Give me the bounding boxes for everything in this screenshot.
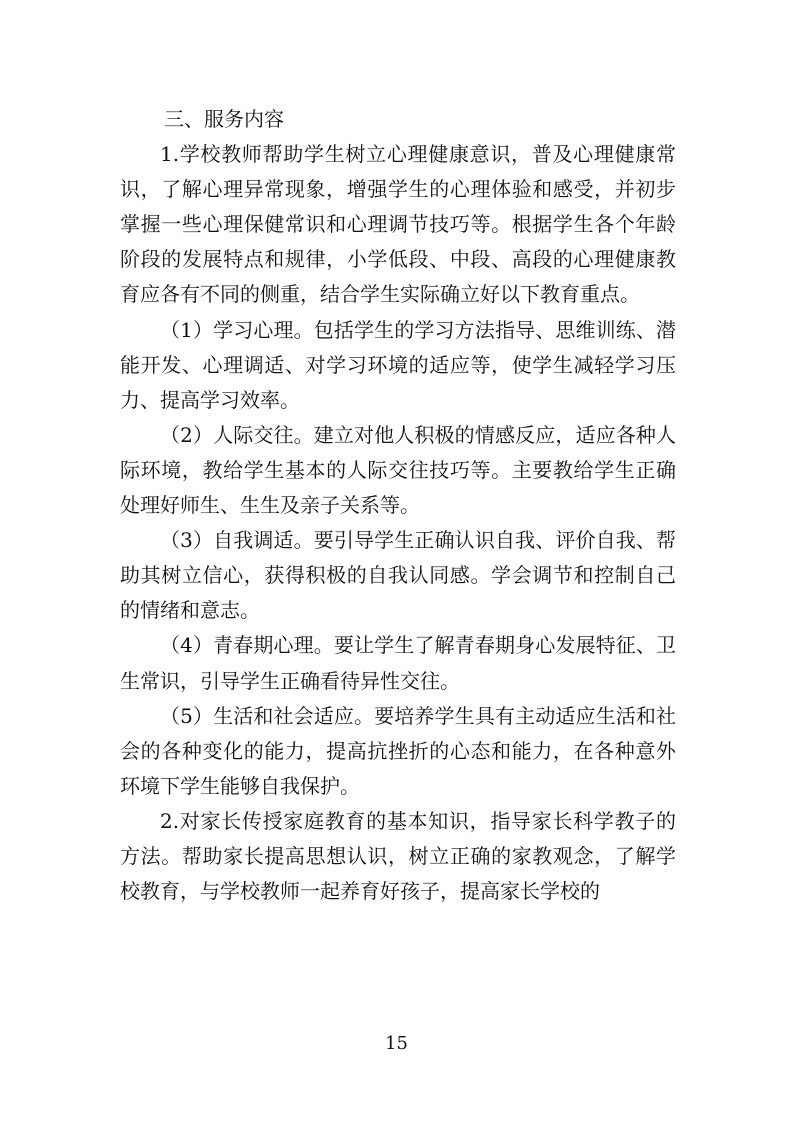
section-heading: 三、服务内容 (164, 107, 284, 131)
document-body (120, 102, 676, 909)
paragraph-interpersonal: （2）人际交往。建立对他人积极的情感反应，适应各种人际环境，教给学生基本的人际交往技巧等。主要教给学生正确处理好师生、生生及亲子关系等。 (120, 422, 676, 518)
paragraph-learning-psychology: （1）学习心理。包括学生的学习方法指导、思维训练、潜能开发、心理调适、对学习环境的适应等，使学生减轻学习压力、提高学习效率。 (120, 317, 676, 412)
paragraph-service-1: 1.学校教师帮助学生树立心理健康意识，普及心理健康常识，了解心理异常现象，增强学生的心理体验和感受，并初步掌握一些心理保健常识和心理调节技巧等。根据学生各个年龄阶段的发展特点和规律，小学低段、中段、高段的心理健康教育应各有不同的侧重，结合学生实际确立好以下教育重点。 (120, 142, 676, 307)
paragraph-social-adaptation: （5）生活和社会适应。要培养学生具有主动适应生活和社会的各种变化的能力，提高抗挫折的心态和能力，在各种意外环境下学生能够自我保护。 (120, 703, 676, 798)
page-number: 15 (385, 1033, 408, 1054)
paragraph-service-2: 2.对家长传授家庭教育的基本知识，指导家长科学教子的方法。帮助家长提高思想认识，树立正确的家教观念，了解学校教育，与学校教师一起养育好孩子，提高家长学校的 (120, 808, 676, 904)
paragraph-self-adjustment: （3）自我调适。要引导学生正确认识自我、评价自我、帮助其树立信心，获得积极的自我认同感。学会调节和控制自己的情绪和意志。 (120, 528, 676, 623)
paragraph-adolescence: （4）青春期心理。要让学生了解青春期身心发展特征、卫生常识，引导学生正确看待异性交往。 (120, 633, 676, 693)
